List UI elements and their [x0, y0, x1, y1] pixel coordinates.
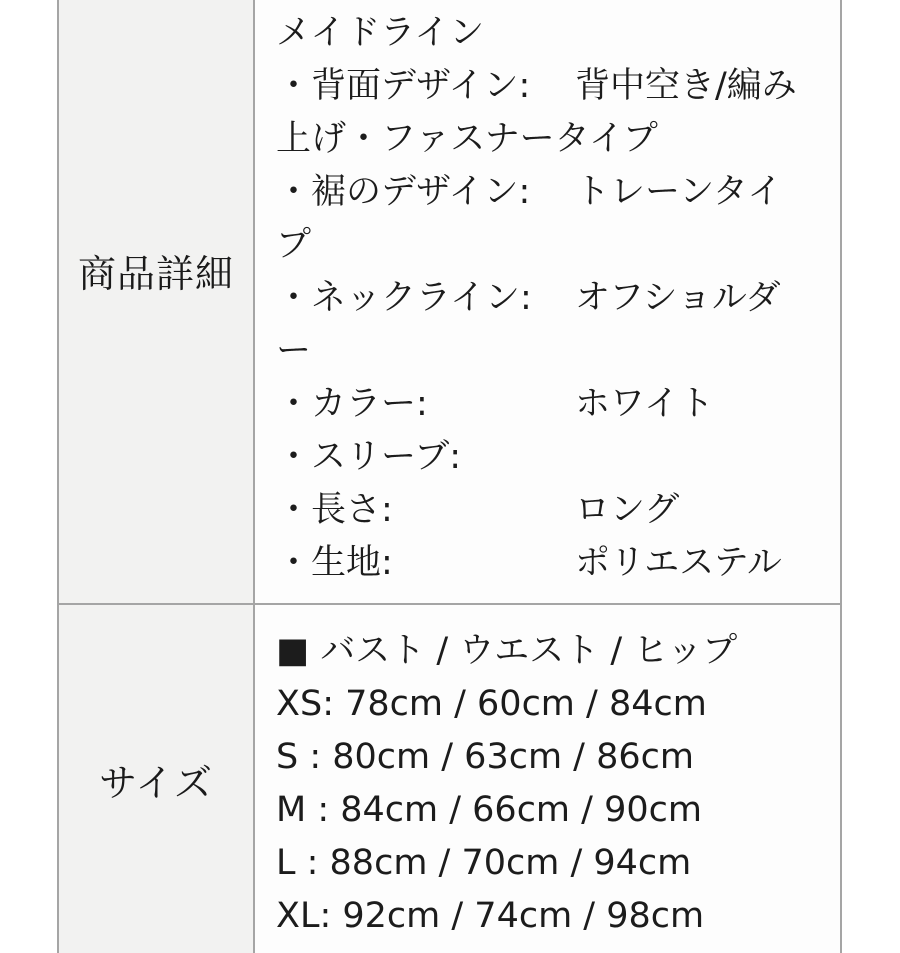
- detail-value: ロング: [575, 490, 680, 530]
- product-details-row: [57, 0, 842, 605]
- detail-line: [276, 378, 840, 431]
- detail-value: ホワイト: [575, 384, 714, 424]
- product-details-row-header-label: 商品詳細: [77, 251, 234, 296]
- detail-line: [276, 431, 840, 484]
- detail-text: プ: [276, 225, 312, 265]
- detail-label: ・裾のデザイン:: [276, 172, 531, 212]
- size-entry-line: [276, 837, 840, 890]
- detail-line: [276, 537, 840, 590]
- detail-label: ・カラー:: [276, 384, 428, 424]
- size-row-header: [59, 605, 255, 953]
- detail-text: ー: [276, 331, 312, 371]
- detail-line: [276, 166, 840, 219]
- size-entry-line: [276, 678, 840, 731]
- detail-line: [276, 60, 840, 113]
- detail-value: ポリエステル: [575, 543, 782, 583]
- detail-line: [276, 7, 840, 60]
- product-details-row-header: [59, 0, 255, 603]
- detail-label: ・スリーブ:: [276, 437, 462, 477]
- size-row: [57, 605, 842, 953]
- detail-label: ・生地:: [276, 543, 393, 583]
- size-entry-line: [276, 784, 840, 837]
- size-columns-note: [276, 625, 840, 678]
- detail-label: ・長さ:: [276, 490, 393, 530]
- detail-line-wrap: [276, 325, 840, 378]
- product-spec-table: [57, 0, 842, 953]
- size-entry-text: L : 88cm / 70cm / 94cm: [276, 843, 692, 883]
- detail-line-wrap: [276, 219, 840, 272]
- detail-label: ・ネックライン:: [276, 278, 532, 318]
- size-content: [255, 605, 840, 953]
- detail-text: メイドライン: [276, 13, 485, 53]
- size-entry-text: S : 80cm / 63cm / 86cm: [276, 737, 694, 777]
- detail-line: [276, 484, 840, 537]
- detail-text: 上げ・ファスナータイプ: [276, 119, 658, 159]
- size-columns-note-text: ■ バスト / ウエスト / ヒップ: [276, 631, 738, 671]
- size-entry-line: [276, 731, 840, 784]
- size-row-header-label: サイズ: [99, 760, 213, 805]
- detail-value: 背中空き/編み: [575, 66, 797, 106]
- detail-value: トレーンタイ: [575, 172, 783, 212]
- product-details-content: [255, 0, 840, 603]
- size-entry-line: [276, 890, 840, 943]
- detail-value: オフショルダ: [575, 278, 781, 318]
- size-entry-text: XL: 92cm / 74cm / 98cm: [276, 896, 705, 936]
- size-entry-text: M : 84cm / 66cm / 90cm: [276, 790, 702, 830]
- detail-label: ・背面デザイン:: [276, 66, 531, 106]
- detail-line-wrap: [276, 113, 840, 166]
- size-entry-text: XS: 78cm / 60cm / 84cm: [276, 684, 707, 724]
- detail-line: [276, 272, 840, 325]
